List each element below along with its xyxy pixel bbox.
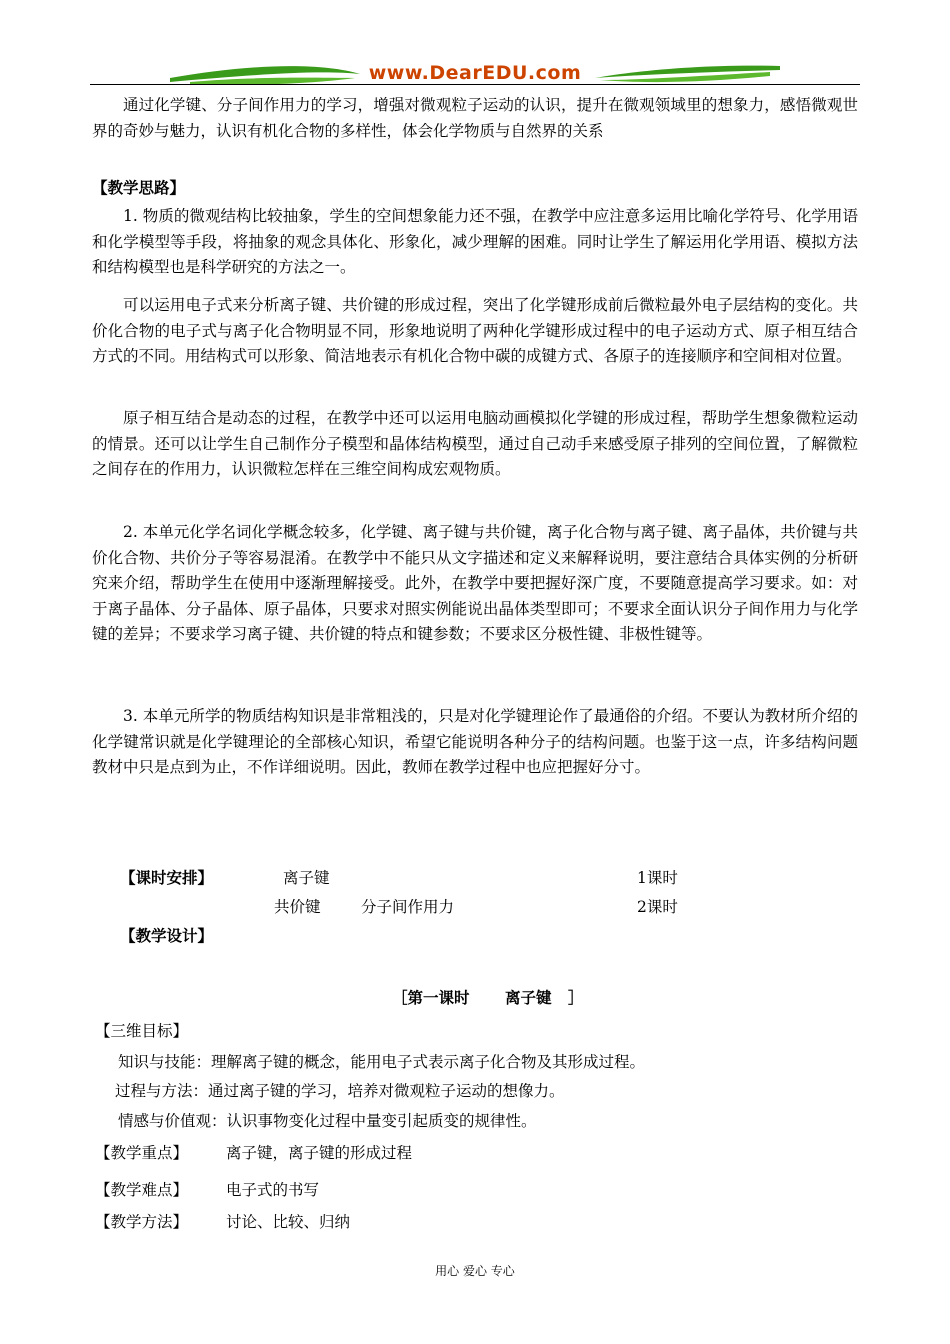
lesson-title-left: ［第一课时 xyxy=(392,988,470,1007)
teaching-approach-heading: 【教学思路】 xyxy=(92,178,186,197)
objectives-heading: 【三维目标】 xyxy=(95,1022,189,1040)
page-footer: 用心 爱心 专心 xyxy=(435,1264,515,1278)
schedule-topic-intermolecular: 分子间作用力 xyxy=(361,898,455,916)
schedule-topic-covalent: 共价键 xyxy=(274,898,321,916)
lesson-title-main: 离子键 xyxy=(505,988,552,1007)
schedule-hours-1: 1课时 xyxy=(637,869,678,887)
header-divider xyxy=(90,84,860,85)
key-points-text: 离子键，离子键的形成过程 xyxy=(226,1144,413,1162)
difficulties-label: 【教学难点】 xyxy=(95,1181,189,1199)
objective-emotion: 情感与价值观：认识事物变化过程中量变引起质变的规律性。 xyxy=(118,1112,537,1130)
approach-paragraph-1: 1. 物质的微观结构比较抽象，学生的空间想象能力还不强，在教学中应注意多运用比喻化学符号、化学用语和化学模型等手段，将抽象的观念具体化、形象化，减少理解的困难。同时让学生了解运用化学用语、模拟方法和结构模型也是科学研究的方法之一。 xyxy=(92,207,858,276)
schedule-hours-2: 2课时 xyxy=(637,898,678,916)
lesson-title-right: ］ xyxy=(568,988,584,1007)
intro-paragraph: 通过化学键、分子间作用力的学习，增强对微观粒子运动的认识，提升在微观领域里的想象力，感悟微观世界的奇妙与魅力，认识有机化合物的多样性，体会化学物质与自然界的关系 xyxy=(92,96,858,140)
approach-paragraph-3: 原子相互结合是动态的过程，在教学中还可以运用电脑动画模拟化学键的形成过程，帮助学生想象微粒运动的情景。还可以让学生自己制作分子模型和晶体结构模型，通过自己动手来感受原子排列的空间位置，了解微粒之间存在的作用力，认识微粒怎样在三维空间构成宏观物质。 xyxy=(92,409,858,478)
key-points-label: 【教学重点】 xyxy=(95,1144,189,1162)
difficulties-text: 电子式的书写 xyxy=(226,1181,320,1199)
schedule-topic-ionic: 离子键 xyxy=(283,869,330,887)
approach-paragraph-2: 可以运用电子式来分析离子键、共价键的形成过程，突出了化学键形成前后微粒最外电子层结构的变化。共价化合物的电子式与离子化合物明显不同，形象地说明了两种化学键形成过程中的电子运动方式、原子相互结合方式的不同。用结构式可以形象、简洁地表示有机化合物中碳的成键方式、各原子的连接顺序和空间相对位置。 xyxy=(92,296,858,365)
schedule-heading: 【课时安排】 xyxy=(120,868,214,887)
objective-process: 过程与方法：通过离子键的学习，培养对微观粒子运动的想像力。 xyxy=(115,1082,565,1100)
objective-knowledge: 知识与技能：理解离子键的概念，能用电子式表示离子化合物及其形成过程。 xyxy=(118,1053,646,1071)
methods-text: 讨论、比较、归纳 xyxy=(226,1213,351,1231)
site-logo-text: www.DearEDU.com xyxy=(368,62,582,84)
approach-paragraph-4: 2. 本单元化学名词化学概念较多，化学键、离子键与共价键，离子化合物与离子键、离子晶体，共价键与共价化合物、共价分子等容易混淆。在教学中不能只从文字描述和定义来解释说明，要注意结合具体实例的分析研究来介绍，帮助学生在使用中逐渐理解接受。此外，在教学中要把握好深广度，不要随意提高学习要求。如：对于离子晶体、分子晶体、原子晶体，只要求对照实例能说出晶体类型即可；不要求全面认识分子间作用力与化学键的差异；不要求学习离子键、共价键的特点和键参数；不要求区分极性键、非极性键等。 xyxy=(92,523,858,643)
methods-label: 【教学方法】 xyxy=(95,1213,189,1231)
approach-paragraph-5: 3. 本单元所学的物质结构知识是非常粗浅的，只是对化学键理论作了最通俗的介绍。不要认为教材所介绍的化学键常识就是化学键理论的全部核心知识，希望它能说明各种分子的结构问题。也鉴于这一点，许多结构问题教材中只是点到为止，不作详细说明。因此，教师在教学过程中也应把握好分寸。 xyxy=(92,707,858,776)
teaching-design-heading: 【教学设计】 xyxy=(120,926,214,945)
